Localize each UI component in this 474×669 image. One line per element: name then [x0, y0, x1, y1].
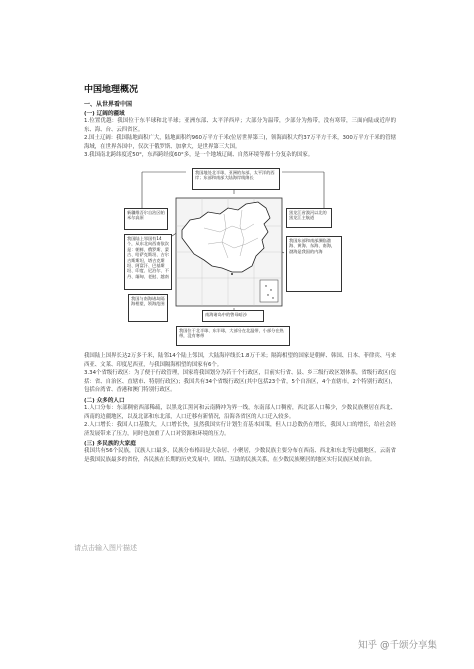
para-borders: 我国陆上国界长达2万多千米，陆邻14个陆上邻国，大陆海岸线长1.8万千米；隔海相望的国家是朝鲜、韩国、日本、菲律宾、马来西亚、文莱、印度尼西亚，与我国隔海相望的国家有6个。 [84, 353, 396, 368]
para-admin-divisions: 3.34个省级行政区：为了便于行政管理，国家将我国划分为若干个行政区，目前实行省、县、乡三级行政区划体系，省级行政区(包括：省、自治区、直辖市、特别行政区)；我国共有34个省级行政区(其中包括23个省，5个自治区，4个直辖市，2个特别行政区)，包括台湾省、香港和澳门特别行政区。 [84, 370, 396, 394]
callout-latitude: 我国位于北半球、东半球，大部分在北温带，小部分在热带，没有寒带 [176, 326, 290, 346]
image-caption-placeholder[interactable]: 请点击输入图片描述 [74, 544, 137, 552]
watermark: 知乎 @千颂分享集 [358, 640, 438, 651]
document-body [84, 82, 396, 160]
para-area: 2.国土辽阔：我国陆地面积广大，陆地面积约960万平方千米(位居世界第三)，领海面积大约37万平方千米，300万平方千米的管辖海域，在世界各国中，仅次于俄罗斯、加拿大，是世界第三大国。 [84, 135, 396, 150]
sub-heading-ethnic-groups: (三) 多民族的大家庭 [84, 441, 136, 448]
sub-heading-territory: (一) 辽阔的疆域 [84, 111, 125, 117]
china-map-figure [124, 168, 346, 348]
para-population-distribution: 1.人口分布：东部稠密西部稀疏，以黑龙江黑河和云南腾冲为界一线，东南部人口稠密，西北部人口稀少，少数民族聚居在西北、西南的边疆地区，以及北部和东北部，人口迁移有新情况，沿海各省区的人口迁入较多。 [84, 404, 396, 420]
callout-south-point: 南海诸岛中的曾母暗沙 [202, 310, 264, 322]
para-ethnic-groups: 我国共有56个民族，汉族人口最多，民族分布格局是大杂居、小聚居，少数民族主要分布在西南、西北和东北等边疆地区，云南省是我国民族最多的省份，各民族在长期的历史发展中，团结、互助的民族关系，在少数民族聚居的地区实行民族区域自治。 [84, 448, 396, 463]
callout-seas: 我国东部和南部濒临渤海、黄海、东海、南海，渤海是我国的内海 [286, 236, 342, 292]
para-location: 1.位置优越：我国位于东半球和北半球；亚洲东部、太平洋西岸；大部分为温带，少部分为热带，没有寒带，三面向陆或近岸的东、海、台、云四省区。 [84, 118, 396, 133]
callout-sea-neighbors: 我国与南海诸岛隔海相望，领海范围 [128, 294, 168, 322]
sub-heading-population: (二) 众多的人口 [84, 397, 125, 404]
doc-title: 中国地理概况 [84, 85, 139, 95]
section-heading: 一、从世界看中国 [84, 101, 133, 108]
callout-north-point: 黑龙江省漠河以北的黑龙江主航道 [286, 208, 332, 228]
callout-position: 我国地处北半球，亚洲的东部，太平洋的西岸；东部和南部大陆海岸线绵长 [192, 168, 280, 190]
para-span: 3.我国南北跨纬度近50°，东西跨经度60°多，是一个地域辽阔、自然环境等都十分复杂的国家。 [84, 152, 314, 159]
para-population-growth: 2.人口增长：我国人口基数大，人口增长快，虽然我国实行计划生育基本国策，但人口总数仍在增长，我国人口的增长，给社会经济发展带来了压力，同时也加重了人口对资源和环境的压力。 [84, 422, 396, 437]
callout-land-neighbors: 我国陆上邻国有14个，从东北向西南依次是：朝鲜、俄罗斯、蒙古、哈萨克斯坦、吉尔吉斯斯坦、塔吉克斯坦、阿富汗、巴基斯坦、印度、尼泊尔、不丹、缅甸、老挝、越南 [124, 234, 172, 290]
callout-west-point: 新疆维吾尔自治区帕米尔高原 [124, 208, 168, 230]
document-body-continued [84, 352, 396, 465]
